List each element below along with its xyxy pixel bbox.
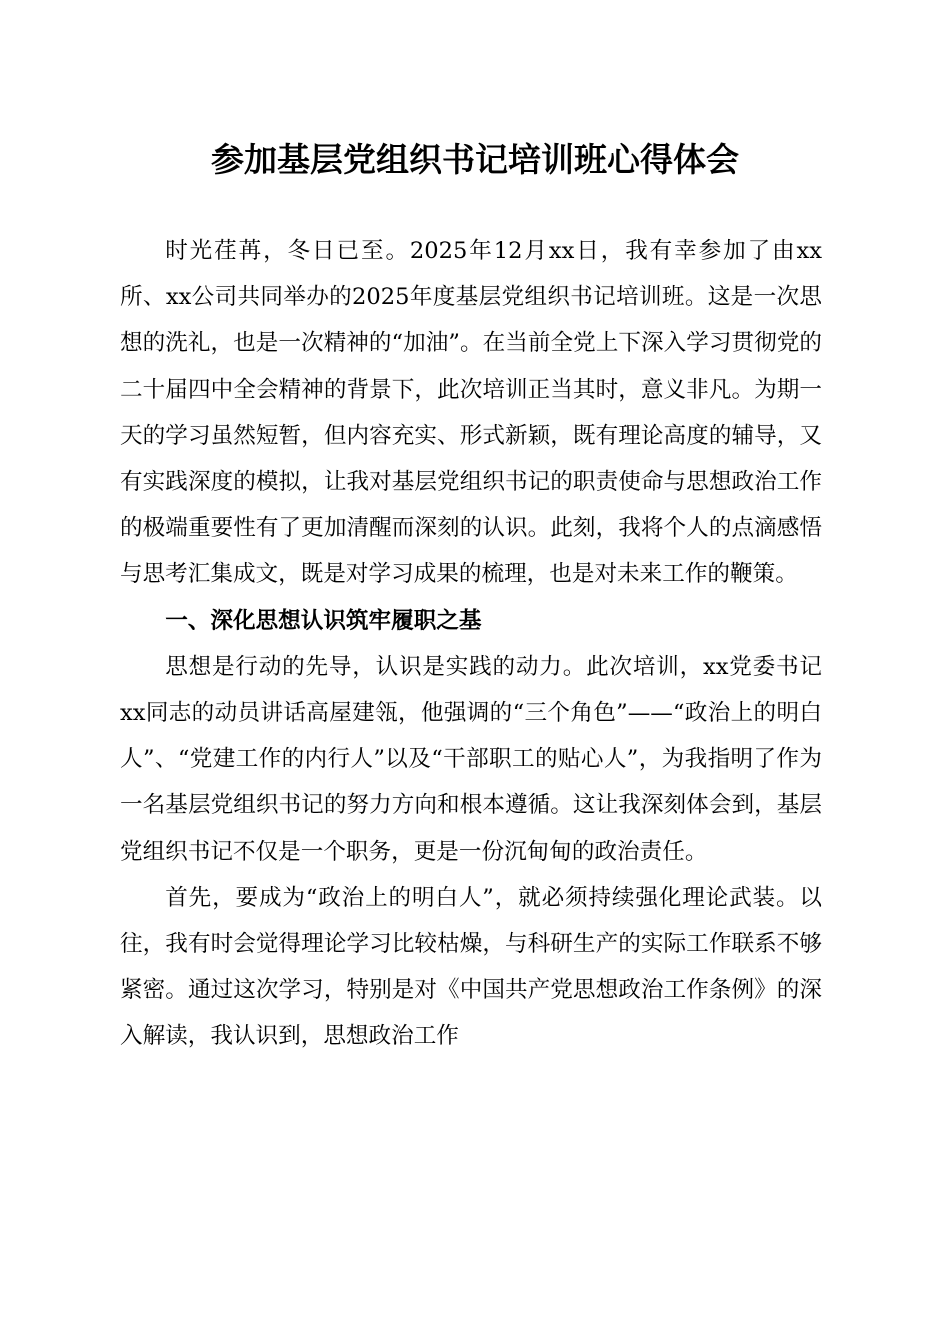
section-paragraph: 思想是行动的先导，认识是实践的动力。此次培训，xx党委书记xx同志的动员讲话高屋建瓴，他强调的“三个角色”——“政治上的明白人”、“党建工作的内行人”以及“干部职工的贴心人”，为我指明了作为一名基层党组织书记的努力方向和根本遵循。这让我深刻体会到，基层党组织书记不仅是一个职务，更是一份沉甸甸的政治责任。 xyxy=(120,653,822,865)
document-title: 参加基层党组织书记培训班心得体会 xyxy=(211,140,739,179)
section-heading: 一、深化思想认识筑牢履职之基 xyxy=(165,607,482,634)
section-paragraph: 首先，要成为“政治上的明白人”，就必须持续强化理论武装。以往，我有时会觉得理论学习比较枯燥，与科研生产的实际工作联系不够紧密。通过这次学习，特别是对《中国共产党思想政治工作条例》的深入解读，我认识到，思想政治工作 xyxy=(120,884,822,1050)
intro-paragraph: 时光荏苒，冬日已至。2025年12月xx日，我有幸参加了由xx所、xx公司共同举办的2025年度基层党组织书记培训班。这是一次思想的洗礼，也是一次精神的“加油”。在当前全党上下深入学习贯彻党的二十届四中全会精神的背景下，此次培训正当其时，意义非凡。为期一天的学习虽然短暂，但内容充实、形式新颖，既有理论高度的辅导，又有实践深度的模拟，让我对基层党组织书记的职责使命与思想政治工作的极端重要性有了更加清醒而深刻的认识。此刻，我将个人的点滴感悟与思考汇集成文，既是对学习成果的梳理，也是对未来工作的鞭策。 xyxy=(120,238,822,588)
document-body xyxy=(120,228,822,1060)
